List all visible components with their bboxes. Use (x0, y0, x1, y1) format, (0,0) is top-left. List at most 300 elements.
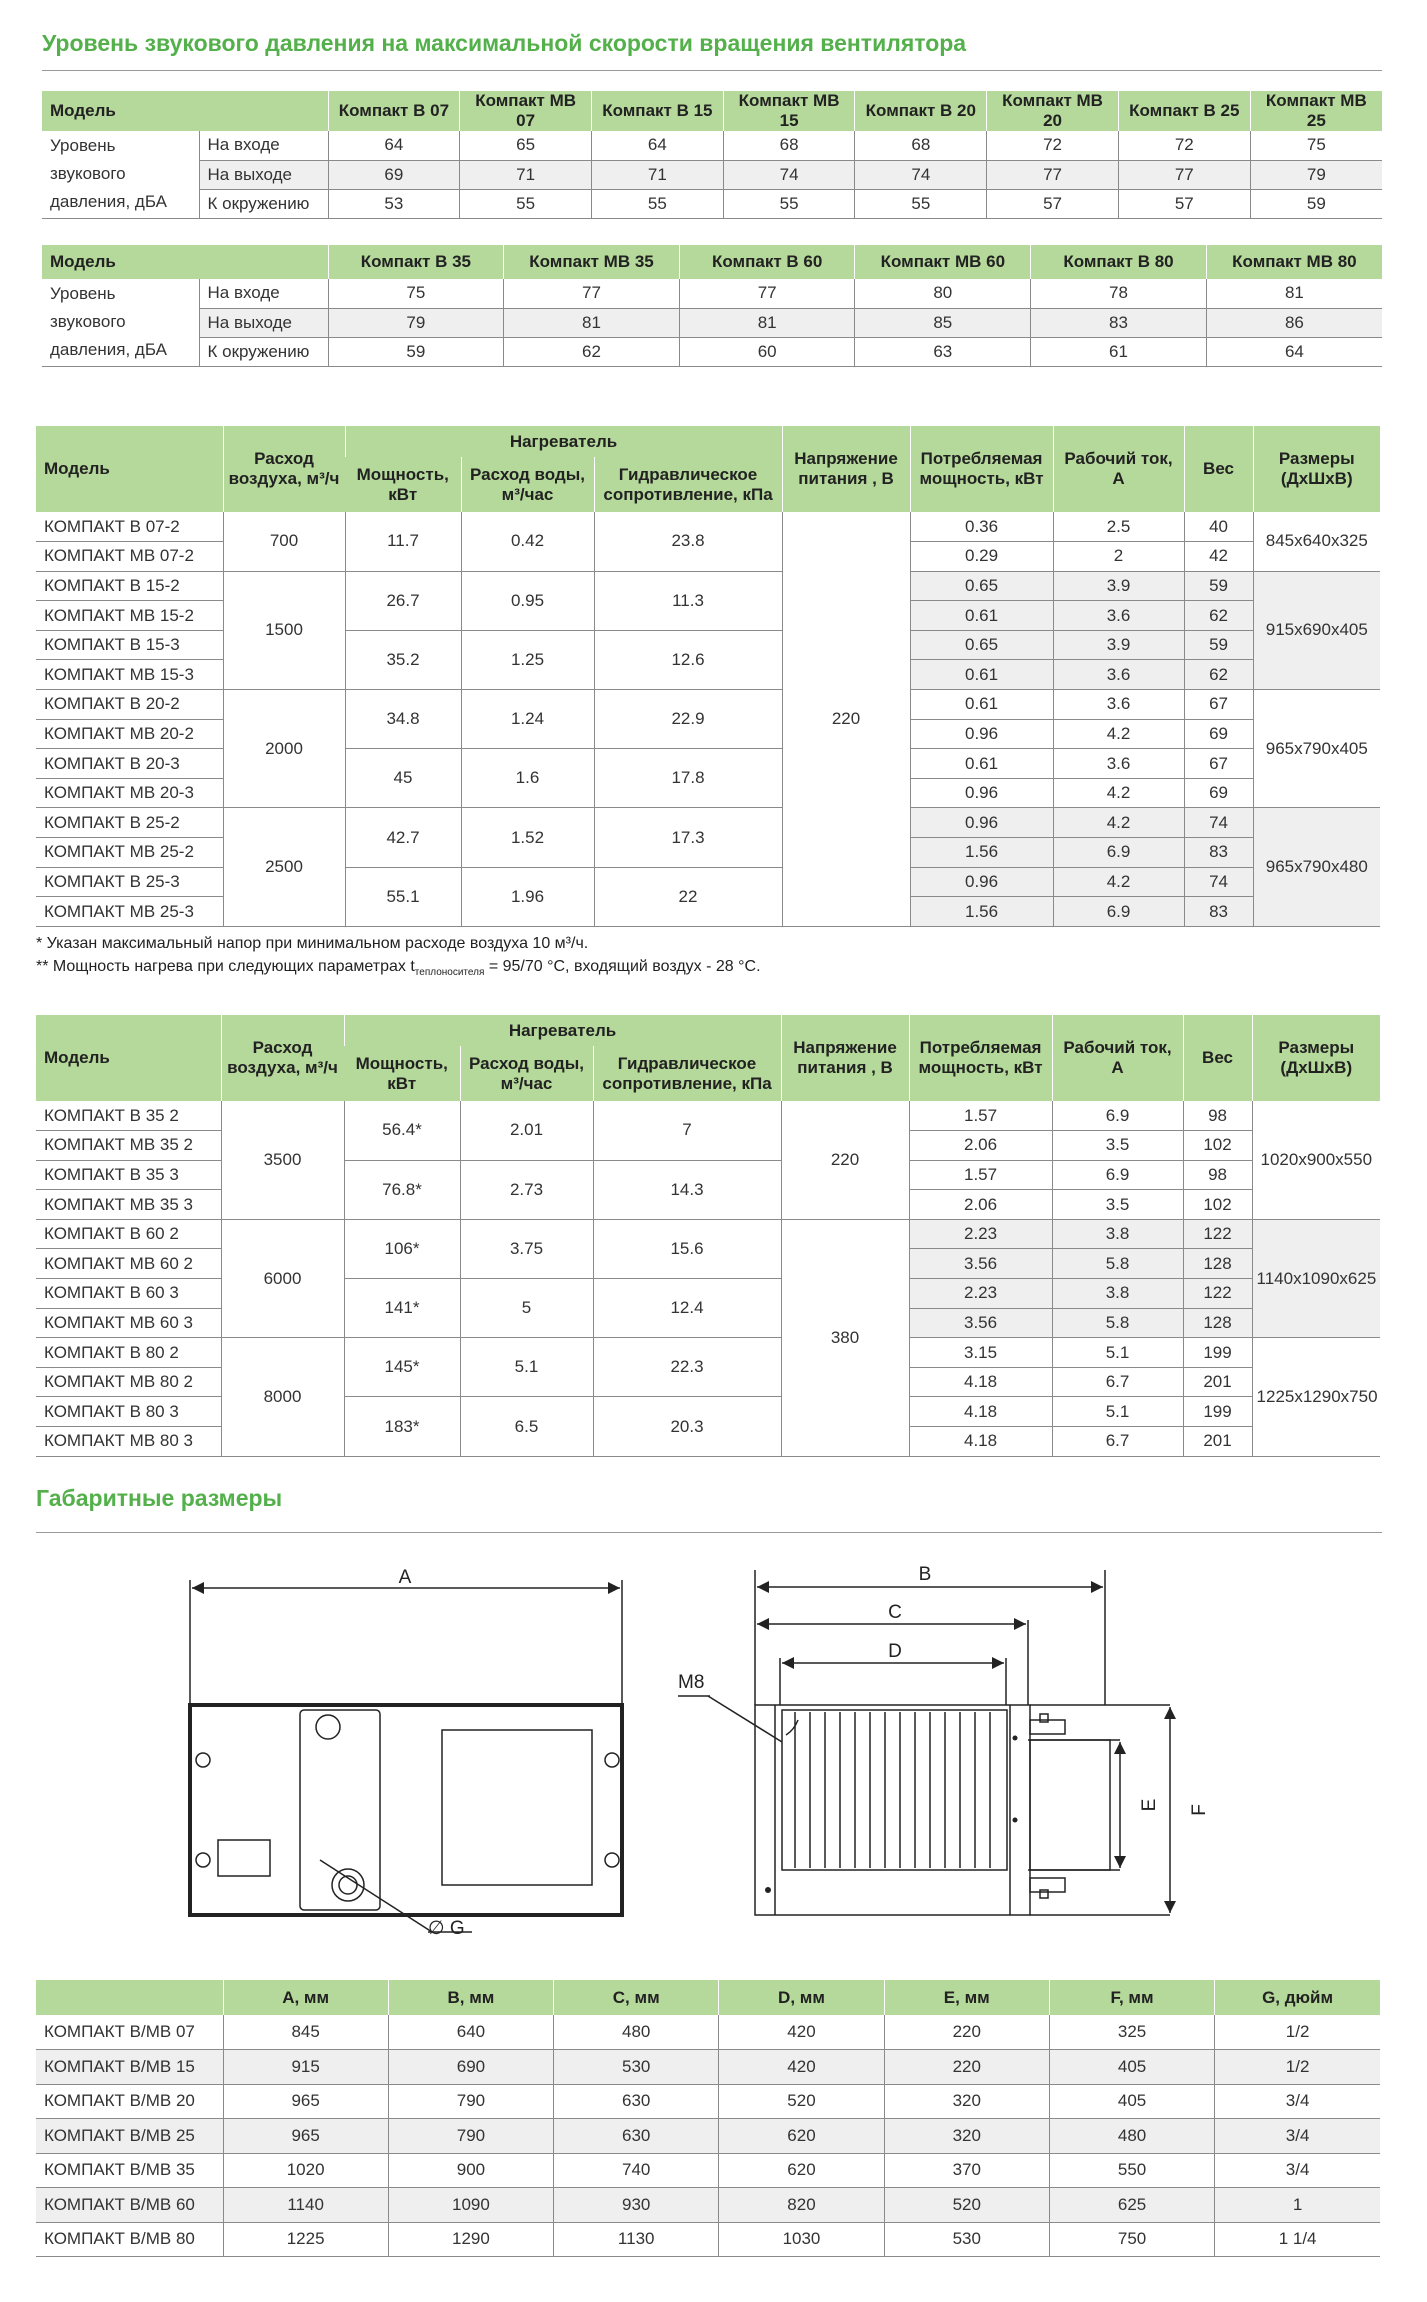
heater-power-cell: 141* (344, 1279, 460, 1338)
dims-row (36, 2119, 1380, 2154)
dims-model-cell: КОМПАКТ В/МВ 60 (36, 2188, 223, 2223)
voltage-cell: 220 (781, 1101, 909, 1219)
model-cell: КОМПАКТ МВ 35 3 (36, 1190, 221, 1220)
dims-model-cell: КОМПАКТ В/МВ 15 (36, 2050, 223, 2085)
sound-value: 78 (1031, 279, 1207, 308)
dims-value-cell: 1130 (554, 2222, 719, 2257)
current-cell: 5.1 (1052, 1397, 1183, 1427)
airflow-header: Расход воздуха, м³/ч (223, 426, 345, 512)
airflow-cell: 6000 (221, 1219, 344, 1337)
size-cell: 1140x1090x625 (1252, 1219, 1380, 1337)
current-cell: 3.9 (1053, 630, 1184, 660)
dims-value-cell: 1030 (719, 2222, 884, 2257)
heater-power-cell: 183* (344, 1397, 460, 1456)
coil-frame (782, 1710, 1007, 1870)
weight-cell: 122 (1183, 1219, 1252, 1249)
dot (765, 1887, 771, 1893)
model-cell: КОМПАКТ МВ 20-2 (36, 719, 223, 749)
heater-power-cell: 55.1 (345, 867, 461, 926)
model-col: Компакт В 15 (591, 91, 723, 131)
front-view-body (190, 1705, 622, 1915)
dims-value-cell: 420 (719, 2050, 884, 2085)
dims-value-cell: 750 (1049, 2222, 1214, 2257)
airflow-cell: 2000 (223, 690, 345, 808)
heater-water-cell: 6.5 (460, 1397, 593, 1456)
sound-value: 79 (328, 308, 504, 337)
current-cell: 4.2 (1053, 808, 1184, 838)
m8-leader (708, 1696, 782, 1742)
weight-cell: 98 (1183, 1101, 1252, 1131)
title-rule (42, 70, 1382, 71)
sound-value: 72 (987, 131, 1119, 160)
size-cell: 1020x900x550 (1252, 1101, 1380, 1219)
consumption-cell: 3.56 (909, 1249, 1052, 1279)
dims-value-cell: 790 (388, 2084, 553, 2119)
dims-value-cell: 1 (1215, 2188, 1380, 2223)
sound-value: 77 (679, 279, 855, 308)
sound-value: 62 (504, 337, 680, 366)
heater-hydraulic-cell: 12.4 (593, 1279, 781, 1338)
dims-value-cell: 790 (388, 2119, 553, 2154)
sound-row-label: К окружению (199, 189, 328, 218)
sound-value: 65 (460, 131, 592, 160)
model-cell: КОМПАКТ В 25-2 (36, 808, 223, 838)
hydraulic-header: Гидравлическое сопротивление, кПа (594, 457, 782, 512)
model-cell: КОМПАКТ В 15-3 (36, 630, 223, 660)
current-cell: 5.1 (1052, 1338, 1183, 1368)
label-m8: M8 (678, 1672, 705, 1693)
model-header: Модель (36, 426, 223, 512)
spec-table-2-body (36, 1101, 1380, 1456)
model-col: Компакт В 07 (328, 91, 460, 131)
current-cell: 3.6 (1053, 749, 1184, 779)
dims-value-cell: 550 (1049, 2153, 1214, 2188)
current-cell: 6.9 (1052, 1160, 1183, 1190)
dims-col-header: B, мм (388, 1980, 553, 2015)
consumption-cell: 0.36 (910, 512, 1053, 542)
dims-col-header: A, мм (223, 1980, 388, 2015)
dims-value-cell: 690 (388, 2050, 553, 2085)
voltage-cell: 380 (781, 1219, 909, 1456)
model-header: Модель (42, 91, 328, 131)
coil-fins (795, 1712, 990, 1868)
model-cell: КОМПАКТ МВ 35 2 (36, 1131, 221, 1161)
sound-group-label: Уровень звукового давления, дБА (42, 131, 199, 218)
model-col: Компакт МВ 35 (504, 245, 680, 279)
heater-power-cell: 106* (344, 1219, 460, 1278)
consumption-cell: 1.56 (910, 838, 1053, 868)
weight-cell: 42 (1184, 542, 1253, 572)
consumption-cell: 3.15 (909, 1338, 1052, 1368)
dims-value-cell: 220 (884, 2050, 1049, 2085)
model-cell: КОМПАКТ МВ 15-3 (36, 660, 223, 690)
size-cell: 965x790x480 (1253, 808, 1380, 926)
dims-col-header: E, мм (884, 1980, 1049, 2015)
sound-value: 75 (328, 279, 504, 308)
dims-value-cell: 220 (884, 2015, 1049, 2050)
model-header: Модель (42, 245, 328, 279)
heater-water-cell: 1.24 (461, 690, 594, 749)
heater-power-cell: 11.7 (345, 512, 461, 571)
current-header: Рабочий ток, А (1052, 1015, 1183, 1101)
dims-row (36, 2222, 1380, 2257)
model-col: Компакт МВ 25 (1250, 91, 1382, 131)
weight-cell: 62 (1184, 601, 1253, 631)
weight-cell: 74 (1184, 808, 1253, 838)
sound-value: 57 (987, 189, 1119, 218)
dims-value-cell: 1 1/4 (1215, 2222, 1380, 2257)
current-cell: 3.8 (1052, 1279, 1183, 1309)
dims-value-cell: 740 (554, 2153, 719, 2188)
spec-row (36, 571, 1380, 601)
sound-value: 63 (855, 337, 1031, 366)
sound-value: 71 (591, 160, 723, 189)
coil-inlet (786, 1720, 798, 1735)
sound-value: 83 (1031, 308, 1207, 337)
model-cell: КОМПАКТ В 35 2 (36, 1101, 221, 1131)
weight-cell: 40 (1184, 512, 1253, 542)
weight-cell: 59 (1184, 630, 1253, 660)
current-cell: 5.8 (1052, 1249, 1183, 1279)
model-cell: КОМПАКТ В 07-2 (36, 512, 223, 542)
duct-flange (1030, 1740, 1110, 1870)
heater-power-cell: 34.8 (345, 690, 461, 749)
weight-header: Вес (1183, 1015, 1252, 1101)
sound-row-label: На входе (199, 279, 328, 308)
current-cell: 3.6 (1053, 660, 1184, 690)
dims-value-cell: 1/2 (1215, 2015, 1380, 2050)
current-cell: 2 (1053, 542, 1184, 572)
model-cell: КОМПАКТ В 15-2 (36, 571, 223, 601)
consumption-cell: 0.61 (910, 749, 1053, 779)
sound-row-label: На входе (199, 131, 328, 160)
sound-value: 55 (591, 189, 723, 218)
heater-hydraulic-cell: 22.3 (593, 1338, 781, 1397)
model-col: Компакт МВ 80 (1206, 245, 1382, 279)
dims-value-cell: 420 (719, 2015, 884, 2050)
spec-row (36, 690, 1380, 720)
consumption-cell: 0.65 (910, 571, 1053, 601)
sound-row (42, 131, 1382, 160)
weight-cell: 199 (1183, 1338, 1252, 1368)
label-c: C (888, 1602, 902, 1623)
weight-cell: 69 (1184, 778, 1253, 808)
weight-cell: 102 (1183, 1131, 1252, 1161)
dims-value-cell: 625 (1049, 2188, 1214, 2223)
heater-hydraulic-cell: 22.9 (594, 690, 782, 749)
voltage-header: Напряжение питания , В (781, 1015, 909, 1101)
dims-value-cell: 405 (1049, 2050, 1214, 2085)
heater-header: Нагреватель (345, 426, 782, 457)
heater-water-cell: 1.96 (461, 867, 594, 926)
dims-value-cell: 370 (884, 2153, 1049, 2188)
airflow-cell: 1500 (223, 571, 345, 689)
heater-hydraulic-cell: 17.8 (594, 749, 782, 808)
model-cell: КОМПАКТ В 20-2 (36, 690, 223, 720)
sound-value: 71 (460, 160, 592, 189)
dims-col-header: C, мм (554, 1980, 719, 2015)
heater-hydraulic-cell: 14.3 (593, 1160, 781, 1219)
sound-row (42, 279, 1382, 308)
dims-value-cell: 3/4 (1215, 2084, 1380, 2119)
consumption-cell: 2.06 (909, 1190, 1052, 1220)
sound-value: 68 (723, 131, 855, 160)
consumption-cell: 0.29 (910, 542, 1053, 572)
sound-row (42, 160, 1382, 189)
current-cell: 4.2 (1053, 867, 1184, 897)
model-cell: КОМПАКТ В 25-3 (36, 867, 223, 897)
sound-value: 86 (1206, 308, 1382, 337)
voltage-cell: 220 (782, 512, 910, 926)
consumption-cell: 1.57 (909, 1101, 1052, 1131)
power-header: Мощность, кВт (345, 457, 461, 512)
heater-power-cell: 26.7 (345, 571, 461, 630)
consumption-cell: 1.57 (909, 1160, 1052, 1190)
dims-value-cell: 1290 (388, 2222, 553, 2257)
label-plate (218, 1840, 270, 1876)
sound-value: 79 (1250, 160, 1382, 189)
heater-power-cell: 45 (345, 749, 461, 808)
model-cell: КОМПАКТ МВ 80 3 (36, 1427, 221, 1457)
heater-water-cell: 3.75 (460, 1219, 593, 1278)
current-cell: 6.7 (1052, 1427, 1183, 1457)
consumption-cell: 0.61 (910, 601, 1053, 631)
weight-cell: 74 (1184, 867, 1253, 897)
dims-value-cell: 630 (554, 2119, 719, 2154)
consumption-cell: 0.96 (910, 867, 1053, 897)
model-cell: КОМПАКТ В 20-3 (36, 749, 223, 779)
pipe-nut (1040, 1714, 1048, 1722)
dims-model-cell: КОМПАКТ В/МВ 07 (36, 2015, 223, 2050)
current-cell: 4.2 (1053, 719, 1184, 749)
dims-value-cell: 1225 (223, 2222, 388, 2257)
heater-water-cell: 2.01 (460, 1101, 593, 1160)
weight-cell: 98 (1183, 1160, 1252, 1190)
sound-value: 64 (591, 131, 723, 160)
model-cell: КОМПАКТ МВ 25-2 (36, 838, 223, 868)
dims-model-cell: КОМПАКТ В/МВ 20 (36, 2084, 223, 2119)
consumption-cell: 2.06 (909, 1131, 1052, 1161)
sound-value: 59 (328, 337, 504, 366)
dims-value-cell: 320 (884, 2084, 1049, 2119)
heater-hydraulic-cell: 15.6 (593, 1219, 781, 1278)
consumption-cell: 2.23 (909, 1279, 1052, 1309)
access-panel (442, 1730, 592, 1885)
airflow-cell: 8000 (221, 1338, 344, 1456)
heater-power-cell: 42.7 (345, 808, 461, 867)
consumption-cell: 0.61 (910, 690, 1053, 720)
sound-value: 57 (1118, 189, 1250, 218)
dims-value-cell: 520 (884, 2188, 1049, 2223)
heater-hydraulic-cell: 17.3 (594, 808, 782, 867)
dims-col-header: F, мм (1049, 1980, 1214, 2015)
current-cell: 3.6 (1053, 601, 1184, 631)
sound-value: 61 (1031, 337, 1207, 366)
heater-water-cell: 1.25 (461, 630, 594, 689)
sound-value: 55 (855, 189, 987, 218)
dims-row (36, 2188, 1380, 2223)
dims-value-cell: 965 (223, 2119, 388, 2154)
size-cell: 845x640x325 (1253, 512, 1380, 571)
consumption-cell: 0.96 (910, 719, 1053, 749)
current-cell: 6.9 (1053, 897, 1184, 927)
dims-value-cell: 405 (1049, 2084, 1214, 2119)
consumption-cell: 0.61 (910, 660, 1053, 690)
footnote-2-subscript: теплоносителя (414, 967, 485, 979)
current-cell: 4.2 (1053, 778, 1184, 808)
airflow-header: Расход воздуха, м³/ч (221, 1015, 344, 1101)
dims-col-header: G, дюйм (1215, 1980, 1380, 2015)
current-cell: 3.9 (1053, 571, 1184, 601)
dims-model-cell: КОМПАКТ В/МВ 25 (36, 2119, 223, 2154)
dims-value-cell: 900 (388, 2153, 553, 2188)
spec-row (36, 512, 1380, 542)
heater-water-cell: 2.73 (460, 1160, 593, 1219)
consumption-cell: 4.18 (909, 1397, 1052, 1427)
dims-row (36, 2050, 1380, 2085)
water-header: Расход воды, м³/час (461, 457, 594, 512)
weight-cell: 62 (1184, 660, 1253, 690)
sound-value: 75 (1250, 131, 1382, 160)
sound-value: 59 (1250, 189, 1382, 218)
dims-value-cell: 820 (719, 2188, 884, 2223)
model-cell: КОМПАКТ МВ 07-2 (36, 542, 223, 572)
model-col: Компакт В 60 (679, 245, 855, 279)
sound-group-label: Уровень звукового давления, дБА (42, 279, 199, 366)
weight-cell: 67 (1184, 749, 1253, 779)
dims-row (36, 2153, 1380, 2188)
mount-hole (196, 1853, 210, 1867)
spec-row (36, 1101, 1380, 1131)
weight-cell: 128 (1183, 1249, 1252, 1279)
dims-value-cell: 530 (554, 2050, 719, 2085)
heater-power-cell: 145* (344, 1338, 460, 1397)
pipe-nut (1040, 1890, 1048, 1898)
dims-value-cell: 1/2 (1215, 2050, 1380, 2085)
current-cell: 2.5 (1053, 512, 1184, 542)
sound-value: 85 (855, 308, 1031, 337)
dims-value-cell: 325 (1049, 2015, 1214, 2050)
sound-table-2 (42, 245, 1382, 367)
label-e: E (1139, 1798, 1160, 1812)
heater-header: Нагреватель (344, 1015, 781, 1046)
model-cell: КОМПАКТ В 80 2 (36, 1338, 221, 1368)
dims-value-cell: 320 (884, 2119, 1049, 2154)
sound-value: 72 (1118, 131, 1250, 160)
airflow-cell: 700 (223, 512, 345, 571)
weight-cell: 122 (1183, 1279, 1252, 1309)
sound-value: 53 (328, 189, 460, 218)
dims-value-cell: 915 (223, 2050, 388, 2085)
heater-water-cell: 1.52 (461, 808, 594, 867)
label-f: F (1189, 1804, 1210, 1816)
sound-value: 64 (328, 131, 460, 160)
airflow-cell: 3500 (221, 1101, 344, 1219)
size-cell: 965x790x405 (1253, 690, 1380, 808)
dims-value-cell: 530 (884, 2222, 1049, 2257)
sound-value: 55 (723, 189, 855, 218)
current-cell: 6.7 (1052, 1367, 1183, 1397)
model-col: Компакт МВ 07 (460, 91, 592, 131)
weight-cell: 59 (1184, 571, 1253, 601)
label-b: B (918, 1564, 932, 1585)
consumption-cell: 1.56 (910, 897, 1053, 927)
spec-table-1 (36, 426, 1380, 927)
consumption-cell: 3.56 (909, 1308, 1052, 1338)
dims-value-cell: 480 (554, 2015, 719, 2050)
model-col: Компакт В 20 (855, 91, 987, 131)
model-cell: КОМПАКТ В 80 3 (36, 1397, 221, 1427)
airflow-cell: 2500 (223, 808, 345, 926)
weight-header: Вес (1184, 426, 1253, 512)
sound-row (42, 189, 1382, 218)
model-col: Компакт МВ 60 (855, 245, 1031, 279)
dims-row (36, 2084, 1380, 2119)
weight-cell: 102 (1183, 1190, 1252, 1220)
dims-model-cell: КОМПАКТ В/МВ 80 (36, 2222, 223, 2257)
dimension-drawing (170, 1560, 1240, 1960)
current-header: Рабочий ток, А (1053, 426, 1184, 512)
consumption-cell: 4.18 (909, 1427, 1052, 1457)
model-header: Модель (36, 1015, 221, 1101)
weight-cell: 83 (1184, 838, 1253, 868)
heater-hydraulic-cell: 11.3 (594, 571, 782, 630)
size-cell: 915x690x405 (1253, 571, 1380, 689)
size-header: Размеры (ДхШхВ) (1252, 1015, 1380, 1101)
current-cell: 5.8 (1052, 1308, 1183, 1338)
spec-table-2 (36, 1015, 1380, 1457)
model-cell: КОМПАКТ В 60 2 (36, 1219, 221, 1249)
dot (1013, 1736, 1018, 1741)
side-view-body (755, 1705, 1030, 1915)
sound-value: 81 (1206, 279, 1382, 308)
dims-value-cell: 630 (554, 2084, 719, 2119)
sound-table-1-body (42, 131, 1382, 218)
sound-row-label: На выходе (199, 160, 328, 189)
sound-value: 81 (679, 308, 855, 337)
sound-value: 55 (460, 189, 592, 218)
sound-value: 77 (987, 160, 1119, 189)
sound-value: 77 (1118, 160, 1250, 189)
weight-cell: 199 (1183, 1397, 1252, 1427)
sound-value: 60 (679, 337, 855, 366)
dimensions-table-body (36, 2015, 1380, 2257)
heater-hydraulic-cell: 20.3 (593, 1397, 781, 1456)
dims-value-cell: 965 (223, 2084, 388, 2119)
model-cell: КОМПАКТ МВ 80 2 (36, 1367, 221, 1397)
dims-model-cell: КОМПАКТ В/МВ 35 (36, 2153, 223, 2188)
dimensions-rule (36, 1532, 1382, 1533)
current-cell: 6.9 (1053, 838, 1184, 868)
model-col: Компакт В 35 (328, 245, 504, 279)
spec-row (36, 1338, 1380, 1368)
consumption-cell: 0.65 (910, 630, 1053, 660)
model-cell: КОМПАКТ МВ 60 3 (36, 1308, 221, 1338)
dims-col-header: D, мм (719, 1980, 884, 2015)
heater-power-cell: 76.8* (344, 1160, 460, 1219)
consumption-header: Потребляемая мощность, кВт (909, 1015, 1052, 1101)
weight-cell: 69 (1184, 719, 1253, 749)
heater-hydraulic-cell: 23.8 (594, 512, 782, 571)
sound-row-label: К окружению (199, 337, 328, 366)
current-cell: 3.5 (1052, 1190, 1183, 1220)
dims-col-header (36, 1980, 223, 2015)
sound-row-label: На выходе (199, 308, 328, 337)
dims-value-cell: 620 (719, 2153, 884, 2188)
weight-cell: 83 (1184, 897, 1253, 927)
dims-value-cell: 3/4 (1215, 2119, 1380, 2154)
size-cell: 1225x1290x750 (1252, 1338, 1380, 1456)
